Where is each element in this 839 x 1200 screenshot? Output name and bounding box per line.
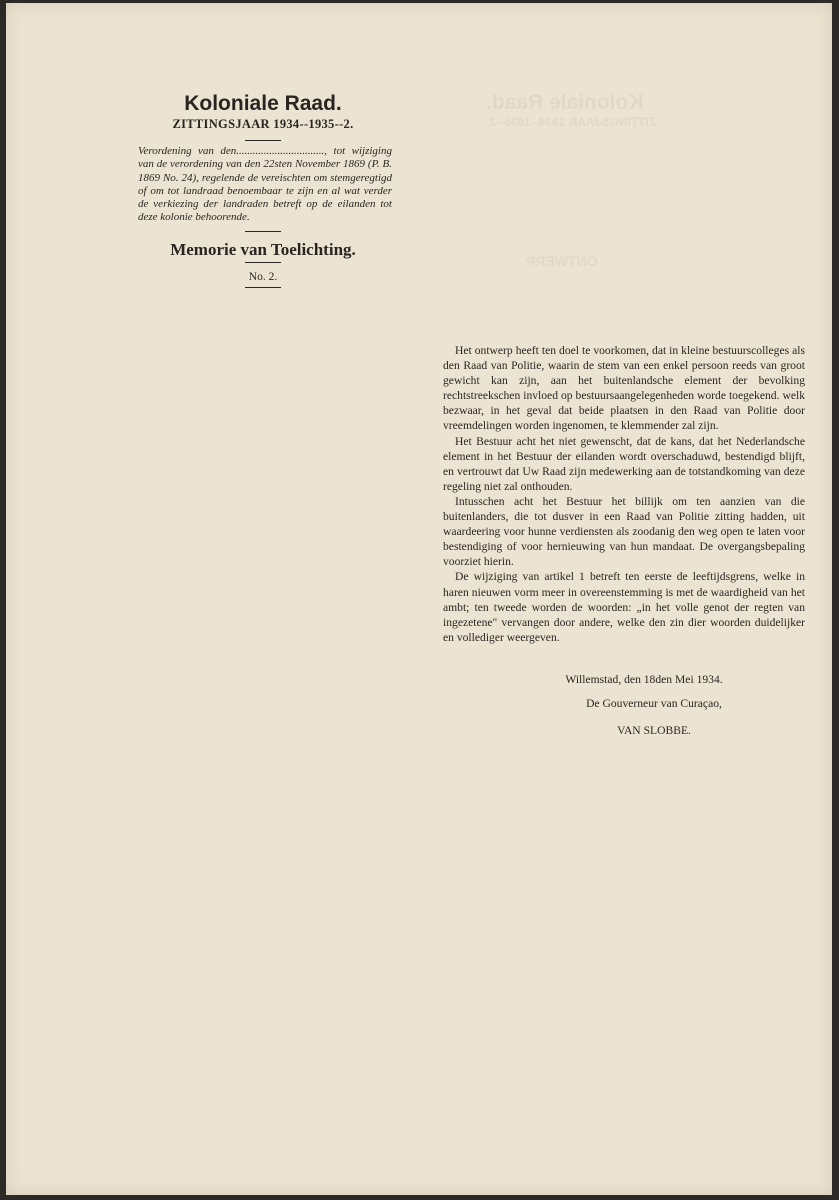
paragraph: Het ontwerp heeft ten doel te voorkomen, dat in kleine bestuurscolleges als den Raad van Politie, waarin de stem van een enkel persoon reeds van groot gewicht kan zijn, aan het buitenlandsche element der bevolking rechtstreekschen invloed op bestuursaangelegenheden worde toegekend. welk bezwaar, in het geval dat beide plaatsen in den Raad van Politie door vreemdelingen worden ingenomen, te klemmender zal zijn. bbox=[443, 344, 805, 433]
divider bbox=[245, 262, 281, 263]
divider bbox=[245, 231, 281, 232]
divider bbox=[245, 140, 281, 141]
bleed-through-title: Koloniale Raad. bbox=[486, 91, 644, 114]
document-page bbox=[6, 3, 832, 1195]
signatory-name: VAN SLOBBE. bbox=[617, 724, 691, 737]
divider bbox=[245, 287, 281, 288]
ordinance-description: Verordening van den................................, tot wijziging van de verordening van den 22sten November 1869 (P. B. 1869 No. 24), regelende de vereischten om stemgeregtigd of om tot landraad benoembaar te zijn en al wat verder de verkiezing der landraden betreft op de eilanden tot deze kolonie behoorende. bbox=[138, 145, 392, 224]
header-block bbox=[134, 91, 392, 288]
paragraph: Intusschen acht het Bestuur het billijk om ten aanzien van die buitenlanders, die tot dusver in een Raad van Politie zitting hadden, uit waardeering voor hunne verdiensten als zoodanig den weg open te laten voor bestendiging of voor hernieuwing van hun mandaat. De overgangsbepaling voorziet hierin. bbox=[443, 494, 805, 569]
signatory-title: De Gouverneur van Curaçao, bbox=[586, 697, 722, 710]
paragraph: Het Bestuur acht het niet gewenscht, dat de kans, dat het Nederlandsche element in het Bestuur der eilanden wordt overschaduwd, bestendigd blijft, en vertrouwt dat Uw Raad zijn medewerking aan de totstandkoming van deze regeling niet zal onthouden. bbox=[443, 434, 805, 493]
bleed-through-word: ONTWERP bbox=[526, 253, 598, 269]
place-date: Willemstad, den 18den Mei 1934. bbox=[565, 673, 723, 686]
council-title: Koloniale Raad. bbox=[184, 92, 342, 115]
session-year: ZITTINGSJAAR 1934--1935--2. bbox=[172, 117, 354, 131]
explanatory-text bbox=[443, 343, 805, 645]
document-number: No. 2. bbox=[248, 270, 278, 283]
paragraph: De wijziging van artikel 1 betreft ten eerste de leeftijdsgrens, welke in haren nieuwen vorm meer in overeenstemming is met de waardigheid van het ambt; ten tweede worden de woorden: „in het volle genot der regten van ingezetene" vervangen door andere, welke den zin dier woorden duidelijker en vollediger weergeven. bbox=[443, 570, 805, 644]
memo-title: Memorie van Toelichting. bbox=[170, 239, 356, 259]
bleed-through-subtitle: ZITTINGSJAAR 1934--1935--2. bbox=[486, 115, 657, 129]
